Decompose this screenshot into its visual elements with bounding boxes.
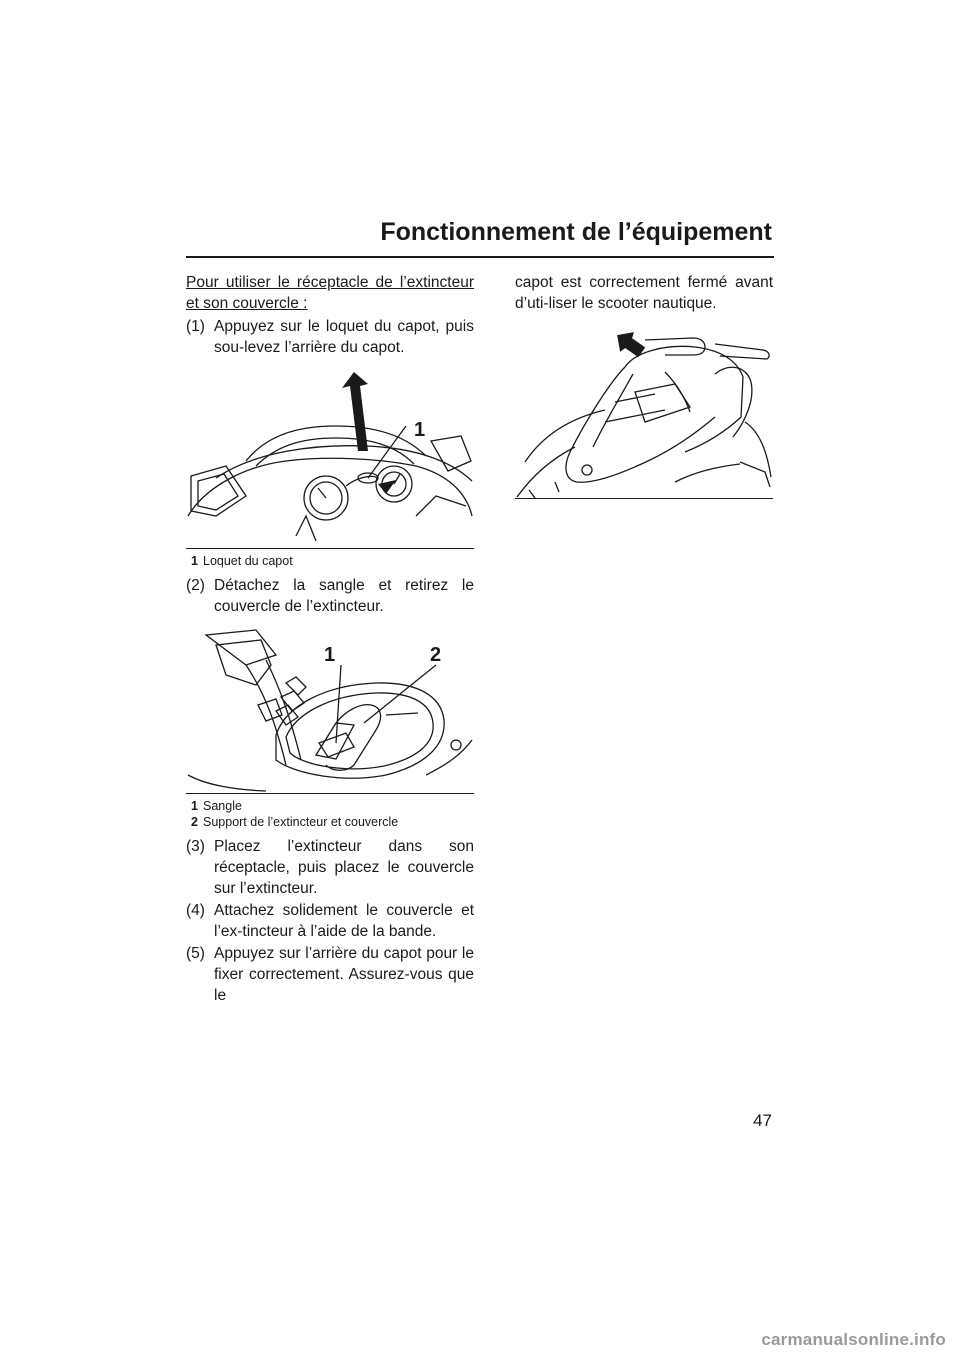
step-text: Appuyez sur le loquet du capot, puis sou-levez l’arrière du capot. [214, 318, 474, 356]
step-number: (5) [186, 945, 205, 962]
step-3 [186, 836, 474, 899]
step-1 [186, 316, 474, 358]
legend-text: Sangle [203, 799, 242, 813]
legend-number: 1 [191, 799, 198, 813]
step-2 [186, 575, 474, 617]
step-number: (1) [186, 318, 205, 335]
figure-hood-closed [515, 322, 773, 499]
extinguisher-compartment-illustration [186, 625, 474, 793]
hood-closed-illustration [515, 322, 773, 498]
figure-legend [186, 798, 474, 830]
right-column [515, 272, 773, 499]
figure-legend [186, 553, 474, 569]
figure-rule [186, 548, 474, 549]
callout-1: 1 [324, 644, 336, 666]
figure-rule [186, 793, 474, 794]
step-text: Appuyez sur l’arrière du capot pour le fixer correctement. Assurez-vous que le [214, 945, 474, 1004]
legend-text: Loquet du capot [203, 554, 293, 568]
hood-latch-illustration [186, 366, 474, 548]
figure-extinguisher-strap [186, 625, 474, 830]
page-header-title: Fonctionnement de l’équipement [380, 218, 772, 246]
section-subheading: Pour utiliser le réceptacle de l’extincteur et son couvercle : [186, 274, 474, 312]
step-number: (3) [186, 838, 205, 855]
callout-1: 1 [414, 419, 426, 441]
legend-text: Support de l’extincteur et couvercle [203, 815, 399, 829]
left-column [186, 272, 474, 1007]
header-rule [186, 256, 774, 258]
step-text: Attachez solidement le couvercle et l’ex-tincteur à l’aide de la bande. [214, 902, 474, 940]
page-number: 47 [753, 1111, 772, 1130]
legend-item [186, 814, 474, 830]
step-number: (4) [186, 902, 205, 919]
step-4 [186, 900, 474, 942]
watermark: carmanualsonline.info [761, 1330, 946, 1349]
continuation-paragraph: capot est correctement fermé avant d’uti-liser le scooter nautique. [515, 274, 773, 312]
legend-number: 1 [191, 554, 198, 568]
step-text: Détachez la sangle et retirez le couvercle de l’extincteur. [214, 577, 474, 615]
figure-rule [515, 498, 773, 499]
legend-item [186, 798, 474, 814]
legend-number: 2 [191, 815, 198, 829]
figure-hood-latch [186, 366, 474, 569]
step-text: Placez l’extincteur dans son réceptacle, puis placez le couvercle sur l’extincteur. [214, 838, 474, 897]
step-5 [186, 943, 474, 1006]
step-number: (2) [186, 577, 205, 594]
callout-2: 2 [430, 644, 442, 666]
legend-item [186, 553, 474, 569]
